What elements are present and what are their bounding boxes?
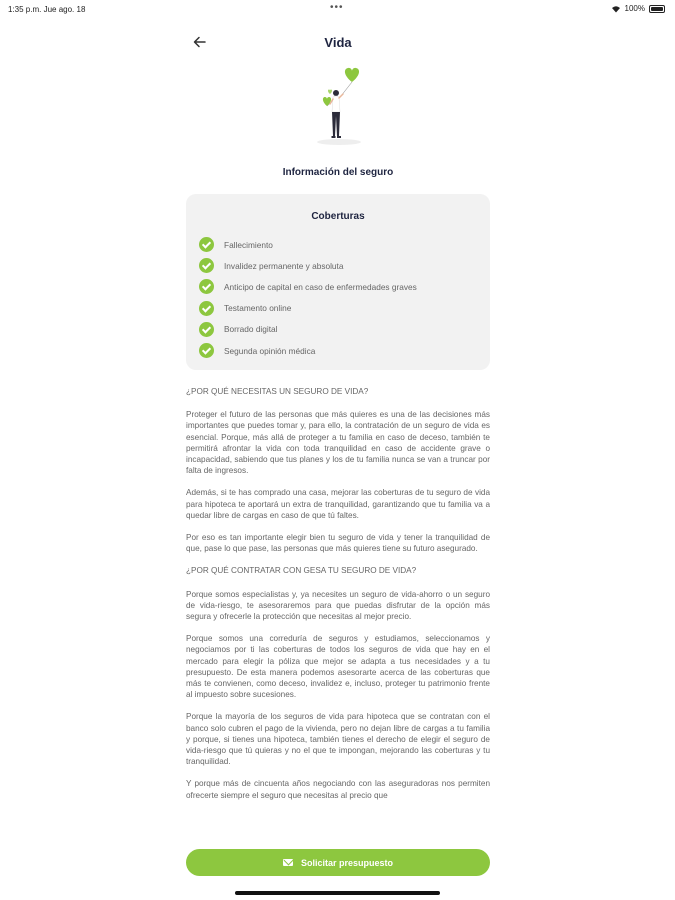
insurance-description[interactable] — [186, 386, 490, 846]
check-circle-icon — [199, 258, 214, 273]
request-quote-label: Solicitar presupuesto — [300, 857, 394, 868]
coverage-item — [199, 234, 417, 255]
coverage-item-label: Testamento online — [224, 303, 292, 314]
question-heading: ¿POR QUÉ NECESITAS UN SEGURO DE VIDA? — [186, 387, 369, 396]
page-title: Vida — [324, 35, 352, 50]
coverage-list — [199, 234, 417, 361]
paragraph: Proteger el futuro de las personas que más quieres es una de las decisiones más importantes que puedes tomar y, para ello, la contratación de un seguro de vida es esencial. Porque, más allá de proteger a tu familia en caso de deceso, también te permitirá afrontar la vida con toda tranquilidad en caso de accidente grave o incapacidad, sabiendo que tus planes y los de tu familia nunca se van a truncar por falta de ingresos. — [186, 410, 490, 476]
paragraph: Además, si te has comprado una casa, mejorar las coberturas de tu seguro de vida para hipoteca te aportará un extra de tranquilidad, garantizando que tu familia va a quedar libre de cargas en caso de que tú faltes. — [186, 488, 490, 520]
check-circle-icon — [199, 237, 214, 252]
status-bar — [0, 0, 675, 18]
woman-with-heart-balloons-illustration — [305, 66, 377, 146]
coverage-item-label: Fallecimiento — [224, 239, 273, 250]
check-circle-icon — [199, 279, 214, 294]
mail-icon — [283, 859, 293, 866]
battery-icon — [649, 5, 665, 13]
battery-percent: 100% — [624, 4, 645, 13]
coverage-item-label: Segunda opinión médica — [224, 345, 316, 356]
status-time-date: 1:35 p.m. Jue ago. 18 — [8, 5, 86, 14]
coverage-card — [186, 194, 490, 370]
home-indicator[interactable] — [235, 891, 440, 895]
wifi-icon — [611, 5, 621, 13]
coverage-item — [199, 255, 417, 276]
coverage-item-label: Borrado digital — [224, 324, 278, 335]
paragraph: Porque somos una correduría de seguros y estudiamos, seleccionamos y negociamos por ti las coberturas de todos los seguros de vida que hay en el mercado para elegir la póliza que mejor se adapta a tus necesidades y a tu presupuesto. De esta manera podemos asesorarte acerca de las coberturas que más te convienen, como deceso, invalidez e, incluso, proteger tu patrimonio frente al impuesto sobre sucesiones. — [186, 634, 490, 700]
section-title: Información del seguro — [282, 167, 394, 178]
coverage-title: Coberturas — [311, 211, 365, 222]
coverage-item — [199, 319, 417, 340]
question-heading: ¿POR QUÉ CONTRATAR CON GESA TU SEGURO DE VIDA? — [186, 566, 417, 576]
status-right — [611, 4, 665, 13]
paragraph: Porque somos especialistas y, ya necesites un seguro de vida-ahorro o un seguro de vida-riesgo, te asesoraremos para que puedas disfrutar de la opción más segura y ofrecerle la protección que necesitas al mejor precio. — [186, 589, 490, 622]
check-circle-icon — [199, 343, 214, 358]
paragraph: Porque la mayoría de los seguros de vida para hipoteca que se contratan con el banco solo cubren el pago de la vivienda, pero no dejan libre de cargas a tu familia y porque, si tienes una hipoteca, también tienes el derecho de elegir el seguro de vida-riesgo que tú quieras y no el que te impongan, mejorando las coberturas y tu tranquilidad. — [186, 712, 490, 767]
request-quote-button[interactable] — [186, 849, 490, 876]
check-circle-icon — [199, 322, 214, 337]
coverage-item — [199, 276, 417, 297]
coverage-item — [199, 340, 417, 361]
header — [186, 28, 490, 58]
paragraph: Y porque más de cincuenta años negociando con las aseguradoras nos permiten ofrecerte siempre el seguro que necesitas al precio que — [186, 779, 490, 800]
paragraph: Por eso es tan importante elegir bien tu seguro de vida y tener la tranquilidad de que, pase lo que pase, las personas que más quieres tiene su futuro asegurado. — [186, 533, 490, 554]
check-circle-icon — [199, 301, 214, 316]
coverage-item-label: Anticipo de capital en caso de enfermedades graves — [224, 281, 417, 292]
coverage-item-label: Invalidez permanente y absoluta — [224, 260, 344, 271]
coverage-item — [199, 298, 417, 319]
multitask-dots-icon[interactable]: ••• — [330, 2, 344, 13]
